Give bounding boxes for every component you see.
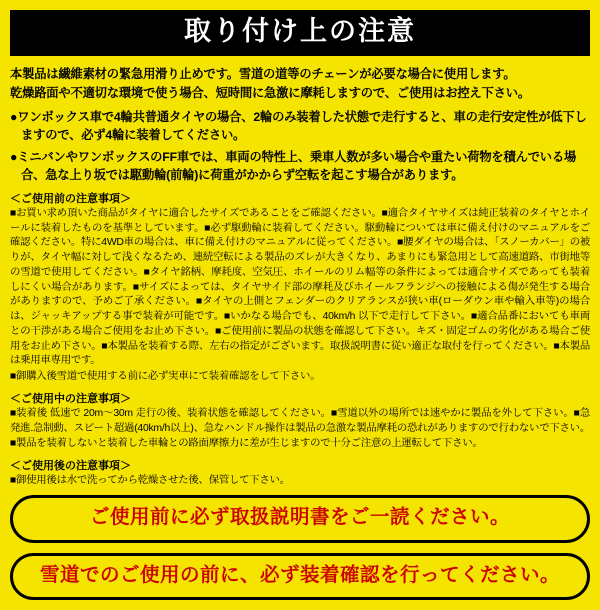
section-paragraph [10, 370, 590, 385]
item-marker: ■ [132, 281, 140, 293]
section-item: タイヤ銘柄、摩耗度、空気圧、ホイールのリム幅等の条件によっては適合サイズであっても装着しにくい場合があります。 [10, 266, 591, 293]
section-paragraph [10, 474, 590, 489]
list-item [10, 148, 590, 185]
callout-check-fitment: 雪道でのご使用の前に、必ず装着確認を行ってください。 [10, 553, 590, 600]
item-marker: ■ [101, 340, 108, 352]
notice-page [0, 10, 600, 610]
section-paragraph [10, 407, 590, 451]
section-item: 適合タイヤサイズは純正装着のタイヤとホイールに装着したものを基準としています。 [10, 207, 591, 234]
section-item: 製品を装着しないと装着した車輪との路面摩擦力に差が生じますので十分ご注意の上運転して下さい。 [16, 437, 483, 449]
page-title: 取り付け上の注意 [10, 10, 590, 56]
item-marker: ■ [10, 207, 17, 219]
section-item: 御購入後雪道で使用する前に必ず実車にて装着確認をして下さい。 [16, 371, 321, 383]
item-marker: ■ [204, 222, 211, 234]
item-marker: ■ [143, 266, 150, 278]
bullet-marker: ● [10, 149, 18, 164]
section-body-before-use [10, 207, 590, 385]
section-item: いかなる場合でも、40km/h 以下で走行して下さい。 [230, 311, 471, 323]
section-title-after-use: ＜ご使用後の注意事項＞ [10, 459, 131, 472]
section-item: サイズによっては、タイヤサイド部の摩耗及びホイールフランジへの接触による傷が発生する場合がありますので、予めご了承ください。 [10, 281, 591, 308]
section-item: ご使用前に製品の状態を確認して下さい。キズ・固定ゴムの劣化がある場合ご使用をお止め下さい。 [10, 325, 590, 352]
item-marker: ■ [573, 408, 580, 420]
item-marker: ■ [215, 325, 222, 337]
section-item: 本製品は乗用車専用です。 [10, 340, 590, 367]
bullet-list [10, 108, 590, 185]
item-marker: ■ [10, 437, 17, 449]
callout-read-manual: ご使用前に必ず取扱説明書をご一読ください。 [10, 495, 590, 542]
section-body-after-use [10, 474, 590, 489]
notice-content [10, 65, 590, 489]
section-item: 本製品を装着する際、左右の指定がございます。取扱説明書に従い適正な取付を行ってください。 [107, 340, 554, 352]
item-marker: ■ [195, 296, 203, 308]
section-item: 急発進.急制動、スピート超過(40km/h以上)、急なハンドル操作は製品の急激な製品摩耗の恐れがありますので行わないで下さい。 [10, 408, 590, 435]
item-marker: ■ [553, 340, 560, 352]
section-body-during-use [10, 407, 590, 451]
bullet-text: ワンボックス車で4輪共普通タイヤの場合、2輪のみ装着した状態で走行すると、車の走行安定性が低下しますので、必ず4輪に装着してください。 [17, 109, 587, 143]
item-marker: ■ [330, 408, 338, 420]
item-marker: ■ [10, 408, 17, 420]
section-item: 腰ダイヤの場合は、「スノーカバー」の被りが、タイヤ幅に対して浅くなるため、連続空転による製品のズレが大きくなり、あまりにも緊急用として高速道路、市街地等の雪道で使用してください。 [10, 237, 590, 278]
section-title-before-use: ＜ご使用前の注意事項＞ [10, 192, 131, 205]
lead-line-2: 乾燥路面や不適切な環境で使う場合、短時間に急激に摩耗しますので、ご使用はお控え下さい。 [10, 85, 530, 100]
lead-line-1: 本製品は繊維素材の緊急用滑り止めです。雪道の道等のチェーンが必要な場合に使用します。 [10, 66, 516, 81]
item-marker: ■ [10, 371, 17, 383]
section-title-during-use: ＜ご使用中の注意事項＞ [10, 393, 131, 406]
lead-paragraph [10, 65, 590, 103]
section-item: 雪道以外の場所では速やかに製品を外して下さい。 [337, 408, 574, 420]
callout-group [10, 495, 590, 600]
item-marker: ■ [381, 207, 388, 219]
bullet-marker: ● [10, 109, 18, 124]
section-item: 装着後 低速で 20m～30m 走行の後、装着状態を確認してください。 [16, 408, 331, 420]
section-item: タイヤの上側とフェンダーのクリアランスが狭い車(ローダウン車や輸入車等)の場合は、ジャッキアップする事で装着が可能です。 [10, 296, 590, 323]
section-item: お買い求め頂いた商品がタイヤに適合したサイズであることをご確認ください。 [16, 207, 382, 219]
section-item: 御使用後は水で洗ってから乾燥させた後、保管して下さい。 [16, 474, 290, 486]
section-item: 適合品番においても車両との干渉がある場合ご使用をお止め下さい。 [10, 311, 591, 337]
bullet-text: ミニバンやワンボックスのFF車では、車両の特性上、乗車人数が多い場合や重たい荷物を積んでいる場合、急な上り坂では駆動輪(前輪)に荷重がかからず空転を起こす場合があります。 [17, 149, 577, 183]
item-marker: ■ [470, 311, 478, 323]
section-item: 必ず駆動輪に装着してください。駆動輪については車に備え付けのマニュアルをご確認ください。特に4WD車の場合は、車に備え付けのマニュアルに従ってください。 [10, 222, 590, 249]
item-marker: ■ [10, 474, 17, 486]
item-marker: ■ [397, 237, 404, 249]
list-item [10, 108, 590, 145]
section-paragraph [10, 207, 590, 369]
item-marker: ■ [223, 311, 231, 323]
